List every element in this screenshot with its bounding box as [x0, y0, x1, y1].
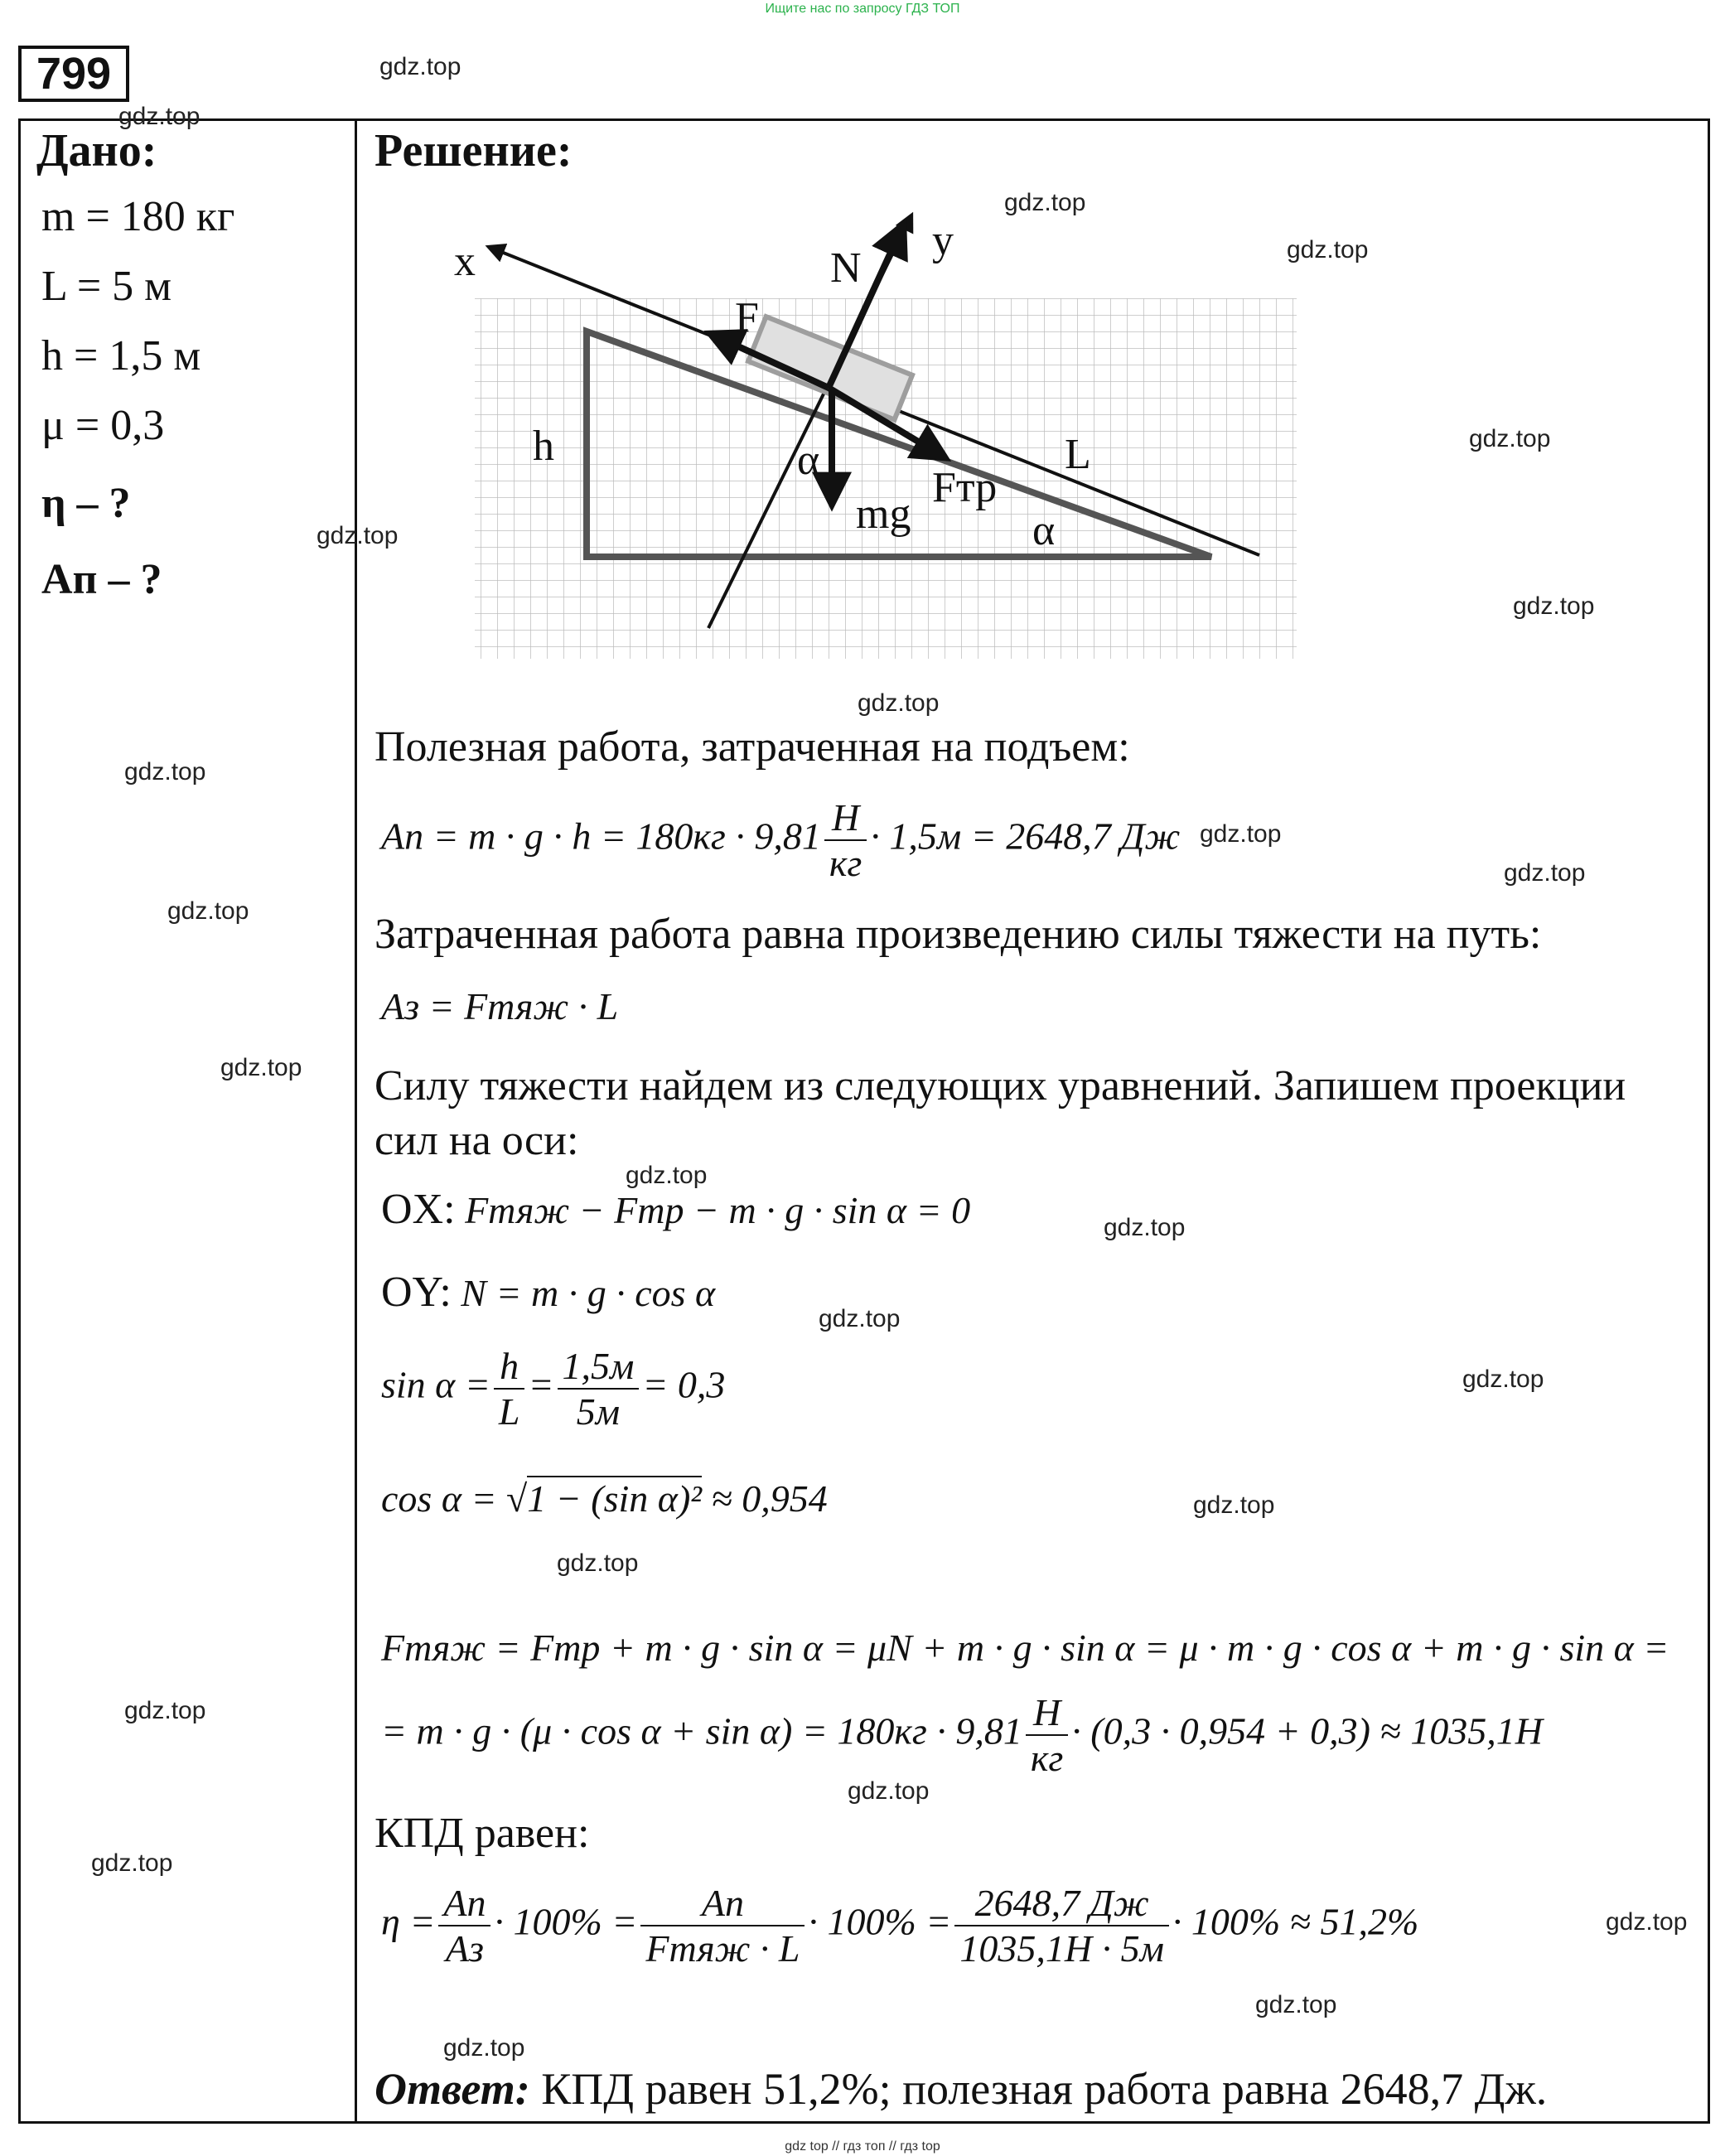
- grid-background: [475, 298, 1297, 659]
- sin-equation: sin α = $\frac{h}{L}$ = $\frac{1,5м}{5м}$ = 0,3: [381, 1345, 726, 1433]
- watermark: gdz.top: [1200, 820, 1282, 848]
- label-L: L: [1065, 431, 1091, 478]
- label-mg: mg: [856, 491, 911, 538]
- ox-equation: OX: Fтяж − Fтр − m · g · sin α = 0: [381, 1186, 971, 1233]
- answer: [374, 2063, 1547, 2115]
- watermark: gdz.top: [220, 1054, 302, 1081]
- given-friction: μ = 0,3: [41, 402, 165, 449]
- given-efficiency-unknown: η – ?: [41, 480, 131, 527]
- solution-heading: Решение:: [374, 125, 573, 176]
- watermark: gdz.top: [124, 1697, 206, 1724]
- watermark: gdz.top: [124, 758, 206, 786]
- answer-label: Ответ:: [374, 2064, 530, 2114]
- efficiency-text: КПД равен:: [374, 1810, 590, 1857]
- spent-work-equation: Aз = Fтяж · L: [381, 985, 619, 1027]
- spent-work-text: Затраченная работа равна произведению силы тяжести на путь:: [374, 911, 1542, 958]
- label-x: x: [454, 238, 476, 285]
- given-mass: m = 180 кг: [41, 193, 235, 240]
- watermark: gdz.top: [379, 53, 461, 80]
- watermark: gdz.top: [557, 1549, 639, 1577]
- watermark: gdz.top: [858, 689, 940, 717]
- watermark: gdz.top: [1004, 189, 1086, 216]
- useful-work-equation: Aп = m · g · h = 180кг · 9,81 $\frac{Н}{кг}$ · 1,5м = 2648,7 Дж: [381, 796, 1181, 884]
- label-alpha-2: α: [1032, 507, 1056, 554]
- label-friction: Fтр: [932, 464, 998, 511]
- bottom-banner[interactable]: gdz top // гдз топ // гдз top: [785, 2139, 940, 2154]
- watermark: gdz.top: [848, 1777, 930, 1805]
- given-heading: Дано:: [36, 125, 157, 176]
- watermark: gdz.top: [1193, 1491, 1275, 1519]
- cos-equation: cos α = √1 − (sin α)² ≈ 0,954: [381, 1477, 828, 1520]
- top-banner[interactable]: Ищите нас по запросу ГДЗ ТОП: [765, 2, 960, 16]
- label-h: h: [533, 423, 554, 470]
- watermark: gdz.top: [1104, 1214, 1186, 1241]
- label-N: N: [830, 244, 862, 292]
- label-alpha-1: α: [797, 437, 820, 484]
- incline-diagram: [0, 0, 1725, 746]
- given-work-unknown: Aп – ?: [41, 556, 162, 603]
- watermark: gdz.top: [118, 103, 201, 130]
- gravity-force-text: Силу тяжести найдем из следующих уравнений. Запишем проекции сил на оси:: [374, 1062, 1626, 1164]
- useful-work-text: Полезная работа, затраченная на подъем:: [374, 723, 1130, 771]
- problem-number: 799: [18, 46, 129, 102]
- label-F: F: [735, 294, 759, 341]
- watermark: gdz.top: [1462, 1366, 1544, 1393]
- watermark: gdz.top: [1513, 592, 1595, 620]
- given-length: L = 5 м: [41, 263, 172, 310]
- watermark: gdz.top: [1287, 236, 1369, 263]
- oy-equation: OY: N = m · g · cos α: [381, 1269, 716, 1316]
- efficiency-equation: η = $\frac{Aп}{Aз}$ · 100% = $\frac{Aп}{\text{Fтяж · L}}$ · 100% = $\frac{2648,7 Дж}{1035,1Н \cdot 5м}$ · 100% ≈ 51,2%: [381, 1882, 1419, 1970]
- given-height: h = 1,5 м: [41, 332, 201, 379]
- watermark: gdz.top: [626, 1162, 708, 1189]
- watermark: gdz.top: [1606, 1908, 1688, 1936]
- label-y: y: [932, 217, 954, 264]
- watermark: gdz.top: [1504, 859, 1586, 887]
- gravity-force-equation-line1: Fтяж = Fтр + m · g · sin α = μN + m · g · sin α = μ · m · g · cos α + m · g · sin α =: [381, 1627, 1669, 1669]
- answer-text: КПД равен 51,2%; полезная работа равна 2648,7 Дж.: [529, 2064, 1548, 2114]
- watermark: gdz.top: [316, 522, 399, 549]
- gravity-force-equation-line2: = m · g · (μ · cos α + sin α) = 180кг · 9,81 $\frac{Н}{кг}$ · (0,3 · 0,954 + 0,3) ≈ 1035,1Н: [381, 1691, 1543, 1779]
- watermark: gdz.top: [1469, 425, 1551, 452]
- watermark: gdz.top: [443, 2034, 525, 2062]
- watermark: gdz.top: [1255, 1991, 1337, 2018]
- watermark: gdz.top: [91, 1849, 173, 1877]
- watermark: gdz.top: [819, 1305, 901, 1332]
- watermark: gdz.top: [167, 897, 249, 925]
